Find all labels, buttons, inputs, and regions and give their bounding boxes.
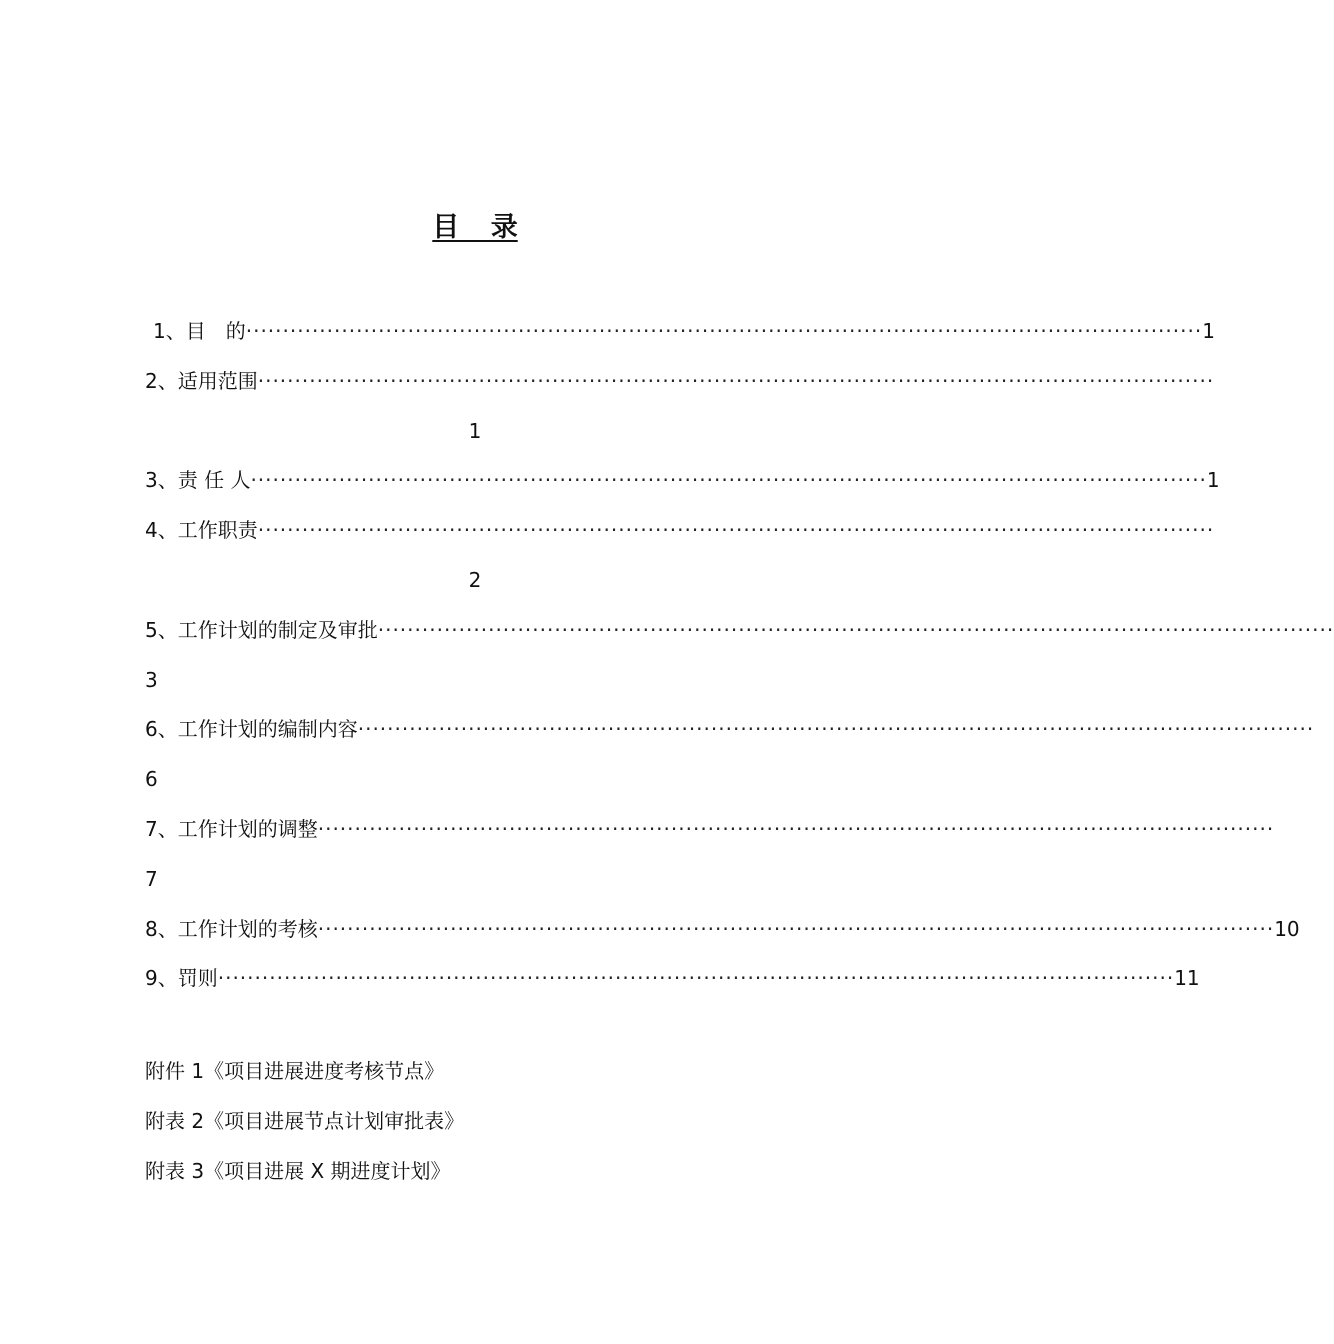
- toc-label: 1、目 的: [153, 319, 246, 343]
- toc-label: 9、罚则: [145, 966, 218, 991]
- toc-label: 4、工作职责: [145, 518, 258, 543]
- toc-leader: ··································································································································: [217, 966, 1175, 991]
- toc-leader: ··································································································································: [257, 518, 1215, 543]
- toc-page-number: 7: [145, 866, 158, 891]
- toc-label: 6、工作计划的编制内容: [145, 717, 358, 742]
- toc-leader: ··································································································································: [317, 916, 1275, 941]
- toc-page-number: 6: [145, 767, 158, 792]
- toc-leader: ··································································································································: [250, 468, 1207, 493]
- toc-page-number: 10: [1274, 916, 1300, 941]
- toc-entry-penalties[interactable]: [145, 954, 1200, 1004]
- appendix-item[interactable]: 附件 1《项目进展进度考核节点》: [145, 1059, 445, 1083]
- page-title: [0, 205, 950, 244]
- toc-entry-plan-assessment[interactable]: [145, 905, 1300, 955]
- toc-label: 8、工作计划的考核: [145, 916, 318, 941]
- toc-leader: ··································································································································: [377, 617, 1334, 642]
- toc-entry-scope[interactable]: [145, 357, 1215, 407]
- toc-leader: ··································································································································: [257, 368, 1215, 393]
- toc-entry-plan-approval[interactable]: [145, 606, 1334, 656]
- toc-page-number: 1: [468, 418, 482, 443]
- toc-page-number: 11: [1174, 966, 1200, 991]
- toc-leader: ··································································································································: [317, 816, 1275, 841]
- toc-entry-duties[interactable]: [145, 506, 1215, 556]
- page-title-text: 目 录: [432, 212, 518, 243]
- toc-label: 7、工作计划的调整: [145, 816, 318, 841]
- toc-entry-plan-content[interactable]: [145, 705, 1315, 755]
- toc-leader: ··································································································································: [357, 717, 1315, 742]
- appendix-item[interactable]: 附表 3《项目进展 X 期进度计划》: [145, 1158, 451, 1183]
- toc-entry-purpose[interactable]: [145, 307, 1215, 357]
- table-of-contents: [145, 307, 1334, 1004]
- toc-page-number: 1: [1206, 468, 1220, 493]
- toc-label: 2、适用范围: [145, 368, 258, 393]
- toc-page-number: 2: [468, 567, 482, 592]
- toc-entry-plan-adjustment[interactable]: [145, 805, 1275, 855]
- toc-entry-responsible[interactable]: [145, 456, 1220, 506]
- appendix-item[interactable]: 附表 2《项目进展节点计划审批表》: [145, 1108, 465, 1133]
- toc-label: 5、工作计划的制定及审批: [145, 617, 378, 642]
- toc-leader: ··································································································································: [245, 319, 1203, 343]
- toc-page-number: 3: [145, 667, 158, 692]
- appendix-list: [145, 1047, 464, 1196]
- toc-label: 3、责 任 人: [145, 468, 251, 493]
- toc-page-number: 1: [1202, 319, 1215, 343]
